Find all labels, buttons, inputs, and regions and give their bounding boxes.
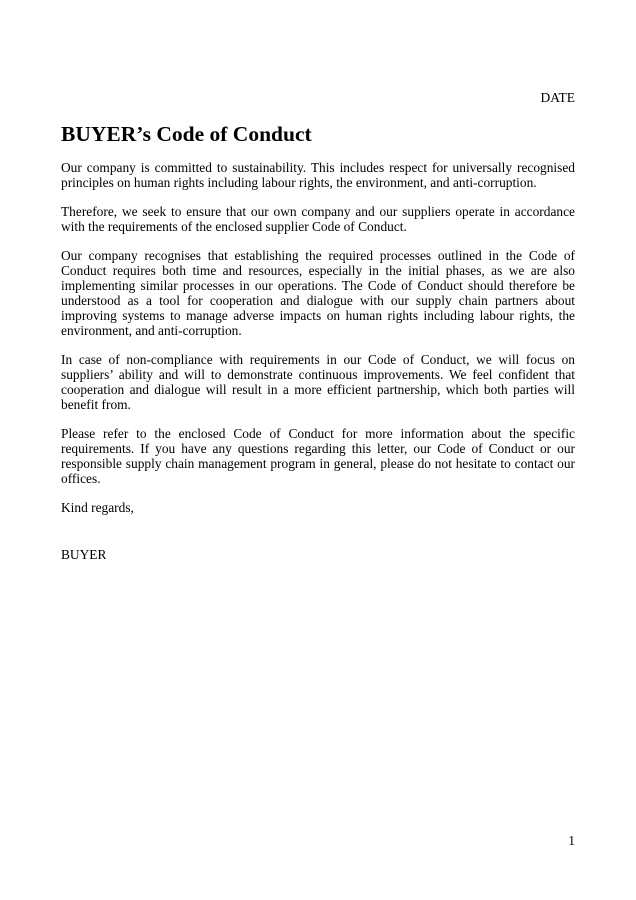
paragraph-processes: Our company recognises that establishing the required processes outlined in the Code of Conduct requires both time and resources, especially in the initial phases, as we are also implementing similar processes in our operations. The Code of Conduct should therefore be understood as a tool for cooperation and dialogue with our supply chain partners about improving systems to manage adverse impacts on human rights including labour rights, the environment, and anti-corruption. xyxy=(61,248,575,338)
paragraph-sustainability: Our company is committed to sustainability. This includes respect for universally recognised principles on human rights including labour rights, the environment, and anti-corruption. xyxy=(61,160,575,190)
paragraph-non-compliance: In case of non-compliance with requirements in our Code of Conduct, we will focus on suppliers’ ability and will to demonstrate continuous improvements. We feel confident that cooperation and dialogue will result in a more efficient partnership, which both parties will benefit from. xyxy=(61,352,575,412)
letter-date: DATE xyxy=(540,90,575,105)
page-number: 1 xyxy=(568,833,575,848)
paragraph-supplier-compliance: Therefore, we seek to ensure that our own company and our suppliers operate in accordance with the requirements of the enclosed supplier Code of Conduct. xyxy=(61,204,575,234)
closing-salutation: Kind regards, xyxy=(61,500,134,515)
signature: BUYER xyxy=(61,547,107,562)
document-title: BUYER’s Code of Conduct xyxy=(61,122,312,146)
paragraph-contact: Please refer to the enclosed Code of Conduct for more information about the specific requirements. If you have any questions regarding this letter, our Code of Conduct or our responsible supply chain management program in general, please do not hesitate to contact our offices. xyxy=(61,426,575,486)
letter-body xyxy=(61,160,575,562)
